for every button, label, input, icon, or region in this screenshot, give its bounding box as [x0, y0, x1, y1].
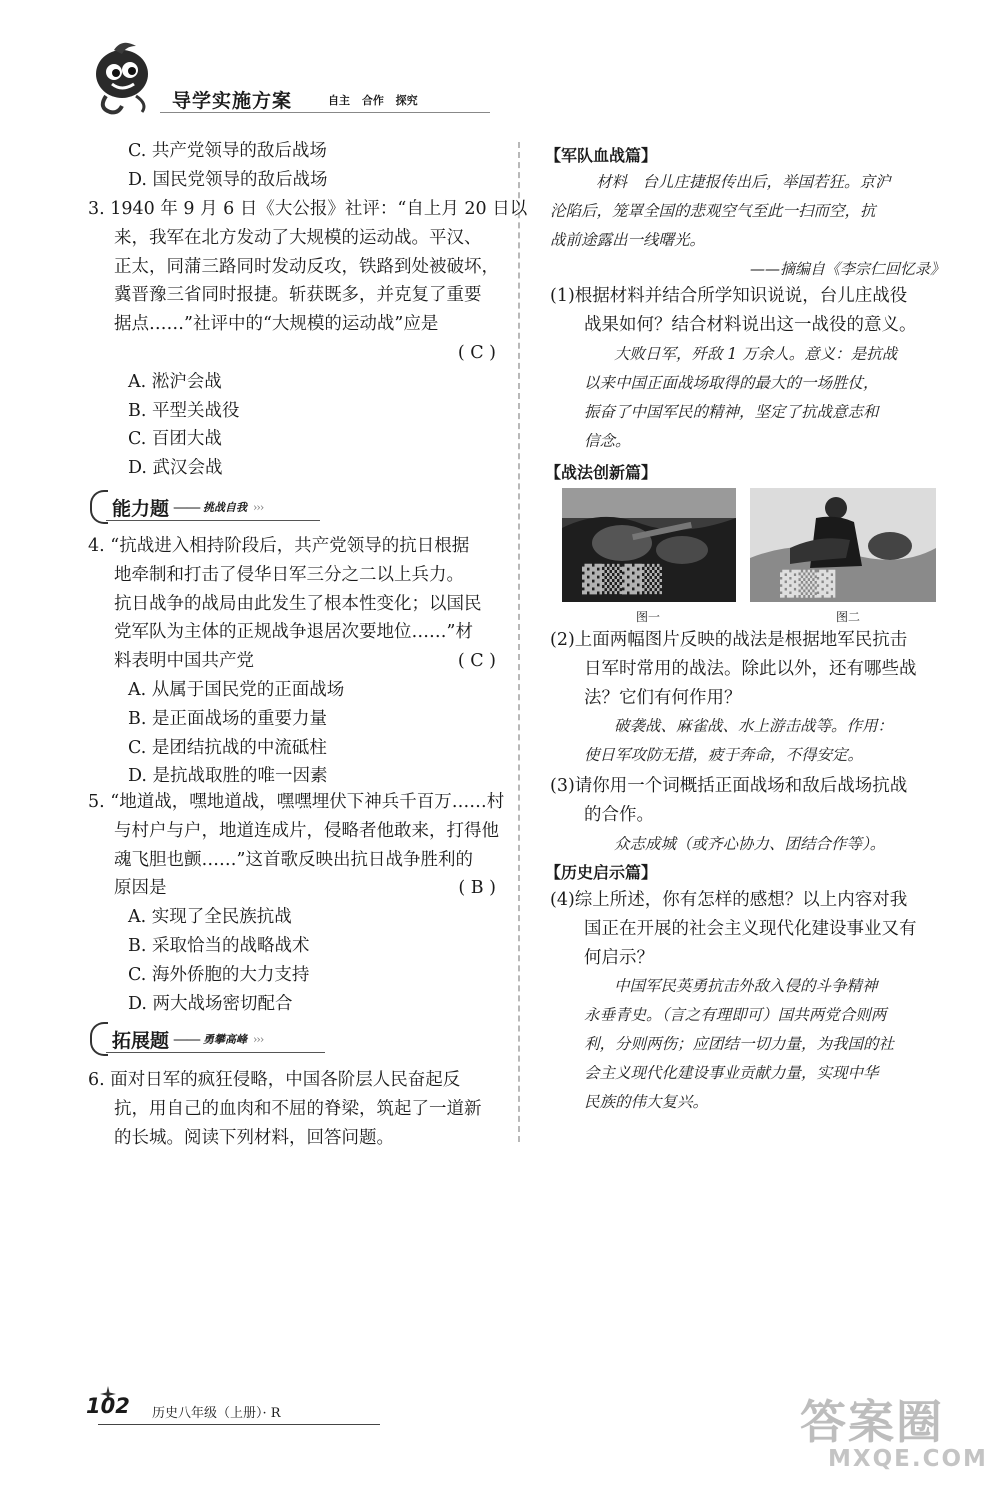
banner-dash: ——	[173, 1030, 200, 1048]
q3-answer: ( C )	[457, 342, 496, 363]
question-3	[88, 195, 528, 483]
question-5	[88, 788, 505, 1018]
q5-option-c: C. 海外侨胞的大力支持	[128, 964, 310, 985]
material-block	[550, 168, 945, 284]
chevrons-icon: ›››	[253, 500, 264, 514]
q4-stem-line: 党军队为主体的正规战争退居次要地位……”材	[114, 622, 473, 643]
figure-2-caption: 图二	[836, 610, 861, 624]
banner-extend-title: 拓展题	[112, 1029, 170, 1052]
answer-4-line: 永垂青史。（言之有理即可）国共两党合则两	[584, 1006, 887, 1025]
q3-stem-line: 冀晋豫三省同时报捷。斩获既多，并克复了重要	[114, 285, 482, 306]
sq1-line: (1)根据材料并结合所学知识说说，台儿庄战役	[550, 286, 908, 306]
q2-option-d: D. 国民党领导的敌后战场	[128, 169, 328, 190]
q5-stem-line: 5. “地道战，嘿地道战，嘿嘿埋伏下神兵千百万……村	[88, 792, 505, 812]
banner-ability-subtitle: 挑战自我	[203, 501, 248, 514]
page-number: 102	[86, 1394, 130, 1418]
answer-4-line: 利，分则两伤；应团结一切力量，为我国的社	[584, 1035, 895, 1054]
material-line: 沦陷后，笼罩全国的悲观空气至此一扫而空，抗	[550, 202, 876, 220]
material-line: 材料 台儿庄捷报传出后，举国若狂。京沪	[596, 173, 891, 191]
q3-option-b: B. 平型关战役	[128, 400, 240, 421]
tag-history-insight: 【历史启示篇】	[545, 863, 658, 882]
svg-text:▓▒▓▒: ▓▒▓▒	[582, 565, 662, 595]
banner-dash: ——	[173, 498, 200, 516]
q3-option-a: A. 淞沪会战	[128, 371, 222, 392]
figure-1-photo	[562, 488, 736, 602]
answer-3-line: 众志成城（或齐心协力、团结合作等）。	[614, 834, 886, 853]
banner-ability-title: 能力题	[112, 497, 170, 520]
banner-bracket-icon	[90, 490, 108, 524]
q5-answer: ( B )	[458, 878, 496, 899]
q5-option-d: D. 两大战场密切配合	[128, 993, 293, 1014]
material-line: 战前途露出一线曙光。	[550, 231, 706, 249]
q3-option-c: C. 百团大战	[128, 429, 222, 450]
mascot-logo-icon	[92, 38, 162, 116]
banner-extend-subtitle: 勇攀高峰	[203, 1033, 248, 1046]
q3-option-d: D. 武汉会战	[128, 458, 223, 479]
answer-4-line: 民族的伟大复兴。	[584, 1093, 709, 1112]
answer-2-line: 破袭战、麻雀战、水上游击战等。作用：	[614, 717, 894, 736]
answer-1-line: 振奋了中国军民的精神，坚定了抗战意志和	[584, 402, 879, 421]
q6-stem-line: 抗，用自己的血肉和不屈的脊梁，筑起了一道新	[114, 1098, 482, 1119]
q4-option-d: D. 是抗战取胜的唯一因素	[128, 766, 328, 787]
watermark-logo: 答案圈	[800, 1395, 944, 1449]
q5-stem-line: 与村户与户，地道连成片，侵略者他敢来，打得他	[114, 820, 499, 841]
header-rule	[160, 112, 490, 113]
sub-question-3	[550, 772, 950, 859]
header-subtitle: 自主 合作 探究	[328, 94, 418, 107]
figure-2-photo	[750, 488, 936, 602]
banner-bracket-icon	[90, 1022, 108, 1056]
footer-rule	[98, 1424, 380, 1425]
chevrons-icon: ›››	[253, 1032, 264, 1046]
q3-stem-line: 3. 1940 年 9 月 6 日《大公报》社评：“自上月 20 日以	[88, 199, 528, 219]
q3-stem-line: 据点……”社评中的“大规模的运动战”应是	[114, 314, 439, 335]
answer-1-line: 以来中国正面战场取得的最大的一场胜仗，	[584, 373, 879, 392]
book-title: 历史八年级（上册）· R	[152, 1406, 281, 1421]
sub-question-4	[550, 886, 950, 1117]
q5-stem-line: 原因是	[114, 878, 167, 899]
sq2-line: (2)上面两幅图片反映的战法是根据地军民抗击	[550, 630, 908, 650]
sq1-line: 战果如何？结合材料说出这一战役的意义。	[584, 314, 917, 335]
answer-4-line: 中国军民英勇抗击外敌入侵的斗争精神	[614, 977, 878, 996]
question-6	[88, 1066, 498, 1152]
q4-option-c: C. 是团结抗战的中流砥柱	[128, 737, 327, 758]
material-source: ——摘编自《李宗仁回忆录》	[749, 260, 945, 278]
answer-1-line: 大败日军，歼敌 1 万余人。意义：是抗战	[614, 344, 898, 363]
header-title: 导学实施方案	[172, 90, 293, 112]
answer-2-line: 使日军攻防无措，疲于奔命，不得安定。	[584, 746, 864, 765]
banner-extend	[90, 1022, 325, 1056]
question-2-tail	[88, 137, 498, 195]
sq3-line: 的合作。	[584, 804, 654, 825]
sq2-line: 日军时常用的战法。除此以外，还有哪些战	[584, 658, 917, 679]
q2-option-c: C. 共产党领导的敌后战场	[128, 141, 327, 161]
answer-1-line: 信念。	[584, 431, 631, 450]
sq3-line: (3)请你用一个词概括正面战场和敌后战场抗战	[550, 776, 908, 796]
sq4-line: 国正在开展的社会主义现代化建设事业又有	[584, 918, 917, 939]
q4-stem-line: 抗日战争的战局由此发生了根本性变化；以国民	[114, 593, 482, 614]
q4-option-a: A. 从属于国民党的正面战场	[128, 679, 345, 700]
q5-stem-line: 魂飞胆也颤……”这首歌反映出抗日战争胜利的	[114, 849, 473, 870]
sq2-line: 法？它们有何作用？	[584, 687, 742, 708]
svg-text:▓▒▓: ▓▒▓	[780, 570, 836, 598]
tag-army-battle: 【军队血战篇】	[545, 146, 658, 165]
q3-stem-line: 来，我军在北方发动了大规模的运动战。平汉、	[114, 227, 482, 248]
sub-question-2	[550, 626, 950, 770]
column-divider	[518, 142, 520, 1142]
sub-question-1	[550, 282, 950, 456]
q6-stem-line: 的长城。阅读下列材料，回答问题。	[114, 1127, 394, 1148]
sq4-line: (4)综上所述，你有怎样的感想？以上内容对我	[550, 890, 908, 910]
banner-ability	[90, 490, 320, 524]
q4-answer: ( C )	[457, 651, 496, 672]
q6-stem-line: 6. 面对日军的疯狂侵略，中国各阶层人民奋起反	[88, 1070, 461, 1090]
sq4-line: 何启示？	[584, 947, 654, 968]
watermark-url: MXQE.COM	[828, 1446, 988, 1472]
figure-1-caption: 图一	[636, 610, 661, 624]
q4-option-b: B. 是正面战场的重要力量	[128, 708, 327, 729]
q4-stem-line: 4. “抗战进入相持阶段后，共产党领导的抗日根据	[88, 536, 470, 556]
q4-stem-line: 料表明中国共产党	[114, 651, 254, 672]
tag-tactic-innovation: 【战法创新篇】	[545, 463, 658, 482]
q4-stem-line: 地牵制和打击了侵华日军三分之二以上兵力。	[114, 564, 464, 585]
q5-option-b: B. 采取恰当的战略战术	[128, 935, 310, 956]
q3-stem-line: 正太，同蒲三路同时发动反攻，铁路到处被破坏，	[114, 256, 499, 277]
question-4	[88, 532, 498, 791]
answer-4-line: 会主义现代化建设事业贡献力量，实现中华	[584, 1064, 879, 1083]
q5-option-a: A. 实现了全民族抗战	[128, 907, 292, 928]
